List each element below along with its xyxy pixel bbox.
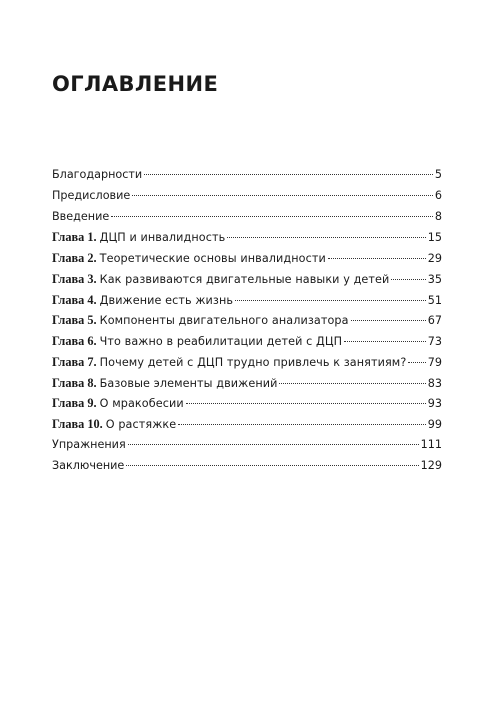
toc-entry-title: Упражнения (52, 437, 126, 451)
chapter-name: О мракобесии (99, 397, 184, 411)
chapter-name: ДЦП и инвалидность (99, 231, 226, 245)
toc-entry-page: 29 (427, 252, 442, 265)
dot-leader (227, 237, 425, 238)
toc-chapter-entry[interactable] (52, 414, 442, 435)
toc-entry-title (52, 290, 233, 312)
toc-entry-page: 5 (434, 168, 442, 181)
chapter-name: Базовые элементы движений (99, 376, 278, 390)
toc-chapter-entry[interactable] (52, 248, 442, 269)
toc-entry-page: 67 (427, 314, 442, 328)
toc-entry-title (52, 331, 342, 353)
toc-entry-page: 93 (427, 397, 442, 411)
chapter-label: Глава 7. (52, 354, 97, 369)
chapter-label: Глава 3. (52, 271, 97, 286)
toc-entry-page: 99 (427, 418, 442, 431)
toc-entry-title: Заключение (52, 458, 125, 472)
toc-chapter-entry[interactable] (52, 227, 442, 248)
toc-entry-page: 83 (427, 376, 442, 390)
chapter-label: Глава 8. (52, 375, 97, 390)
toc-entry-title: Благодарности (52, 168, 143, 181)
chapter-name: Почему детей с ДЦП трудно привлечь к занятиям? (99, 355, 407, 369)
dot-leader (408, 362, 425, 363)
toc-entry-page: 8 (434, 209, 442, 223)
toc-entry[interactable] (52, 456, 442, 477)
toc-entry-title: Предисловие (52, 188, 131, 202)
dot-leader (132, 195, 433, 196)
chapter-name: Что важно в реабилитации детей с ДЦП (99, 335, 343, 348)
toc-entry-page: 51 (427, 293, 442, 307)
chapter-label: Глава 9. (52, 396, 97, 411)
toc-entry-page: 35 (427, 272, 442, 286)
dot-leader (351, 320, 426, 321)
toc-entry-page: 129 (420, 458, 442, 472)
toc-entry-page: 111 (420, 437, 442, 451)
toc-chapter-entry[interactable] (52, 310, 442, 331)
toc-entry-title (52, 248, 326, 270)
toc-chapter-entry[interactable] (52, 331, 442, 352)
toc-entry-title: Введение (52, 209, 110, 223)
toc-entry[interactable] (52, 207, 442, 228)
toc-entry-title (52, 414, 176, 436)
toc-entry-page: 6 (434, 188, 442, 202)
chapter-name: Движение есть жизнь (99, 293, 234, 307)
dot-leader (344, 341, 426, 342)
dot-leader (126, 465, 418, 466)
dot-leader (235, 300, 426, 301)
chapter-label: Глава 10. (52, 417, 103, 431)
toc-entry-page: 79 (427, 355, 442, 369)
dot-leader (111, 216, 433, 217)
table-of-contents (52, 165, 442, 476)
dot-leader (144, 174, 433, 175)
toc-entry[interactable] (52, 165, 442, 186)
toc-entry-page: 15 (427, 231, 442, 245)
toc-chapter-entry[interactable] (52, 352, 442, 373)
toc-chapter-entry[interactable] (52, 373, 442, 394)
toc-entry-title (52, 373, 277, 395)
toc-entry-title (52, 269, 389, 291)
dot-leader (391, 279, 425, 280)
toc-chapter-entry[interactable] (52, 393, 442, 414)
chapter-label: Глава 6. (52, 334, 97, 348)
dot-leader (128, 444, 419, 445)
dot-leader (328, 258, 426, 259)
toc-entry-title (52, 227, 225, 249)
toc-entry-page: 73 (427, 335, 442, 348)
dot-leader (279, 383, 425, 384)
chapter-label: Глава 2. (52, 251, 97, 265)
page-title: ОГЛАВЛЕНИЕ (52, 72, 219, 96)
chapter-name: Как развиваются двигательные навыки у детей (99, 272, 390, 286)
chapter-label: Глава 5. (52, 313, 97, 328)
toc-entry-title (52, 352, 406, 374)
dot-leader (178, 424, 426, 425)
chapter-label: Глава 1. (52, 230, 97, 245)
toc-entry-title (52, 393, 184, 415)
chapter-name: О растяжке (105, 418, 177, 431)
toc-entry-title (52, 310, 349, 332)
toc-entry[interactable] (52, 186, 442, 207)
chapter-name: Компоненты двигательного анализатора (99, 314, 349, 328)
chapter-name: Теоретические основы инвалидности (99, 252, 326, 265)
dot-leader (186, 403, 426, 404)
toc-chapter-entry[interactable] (52, 269, 442, 290)
toc-entry[interactable] (52, 435, 442, 456)
toc-chapter-entry[interactable] (52, 290, 442, 311)
chapter-label: Глава 4. (52, 292, 97, 307)
